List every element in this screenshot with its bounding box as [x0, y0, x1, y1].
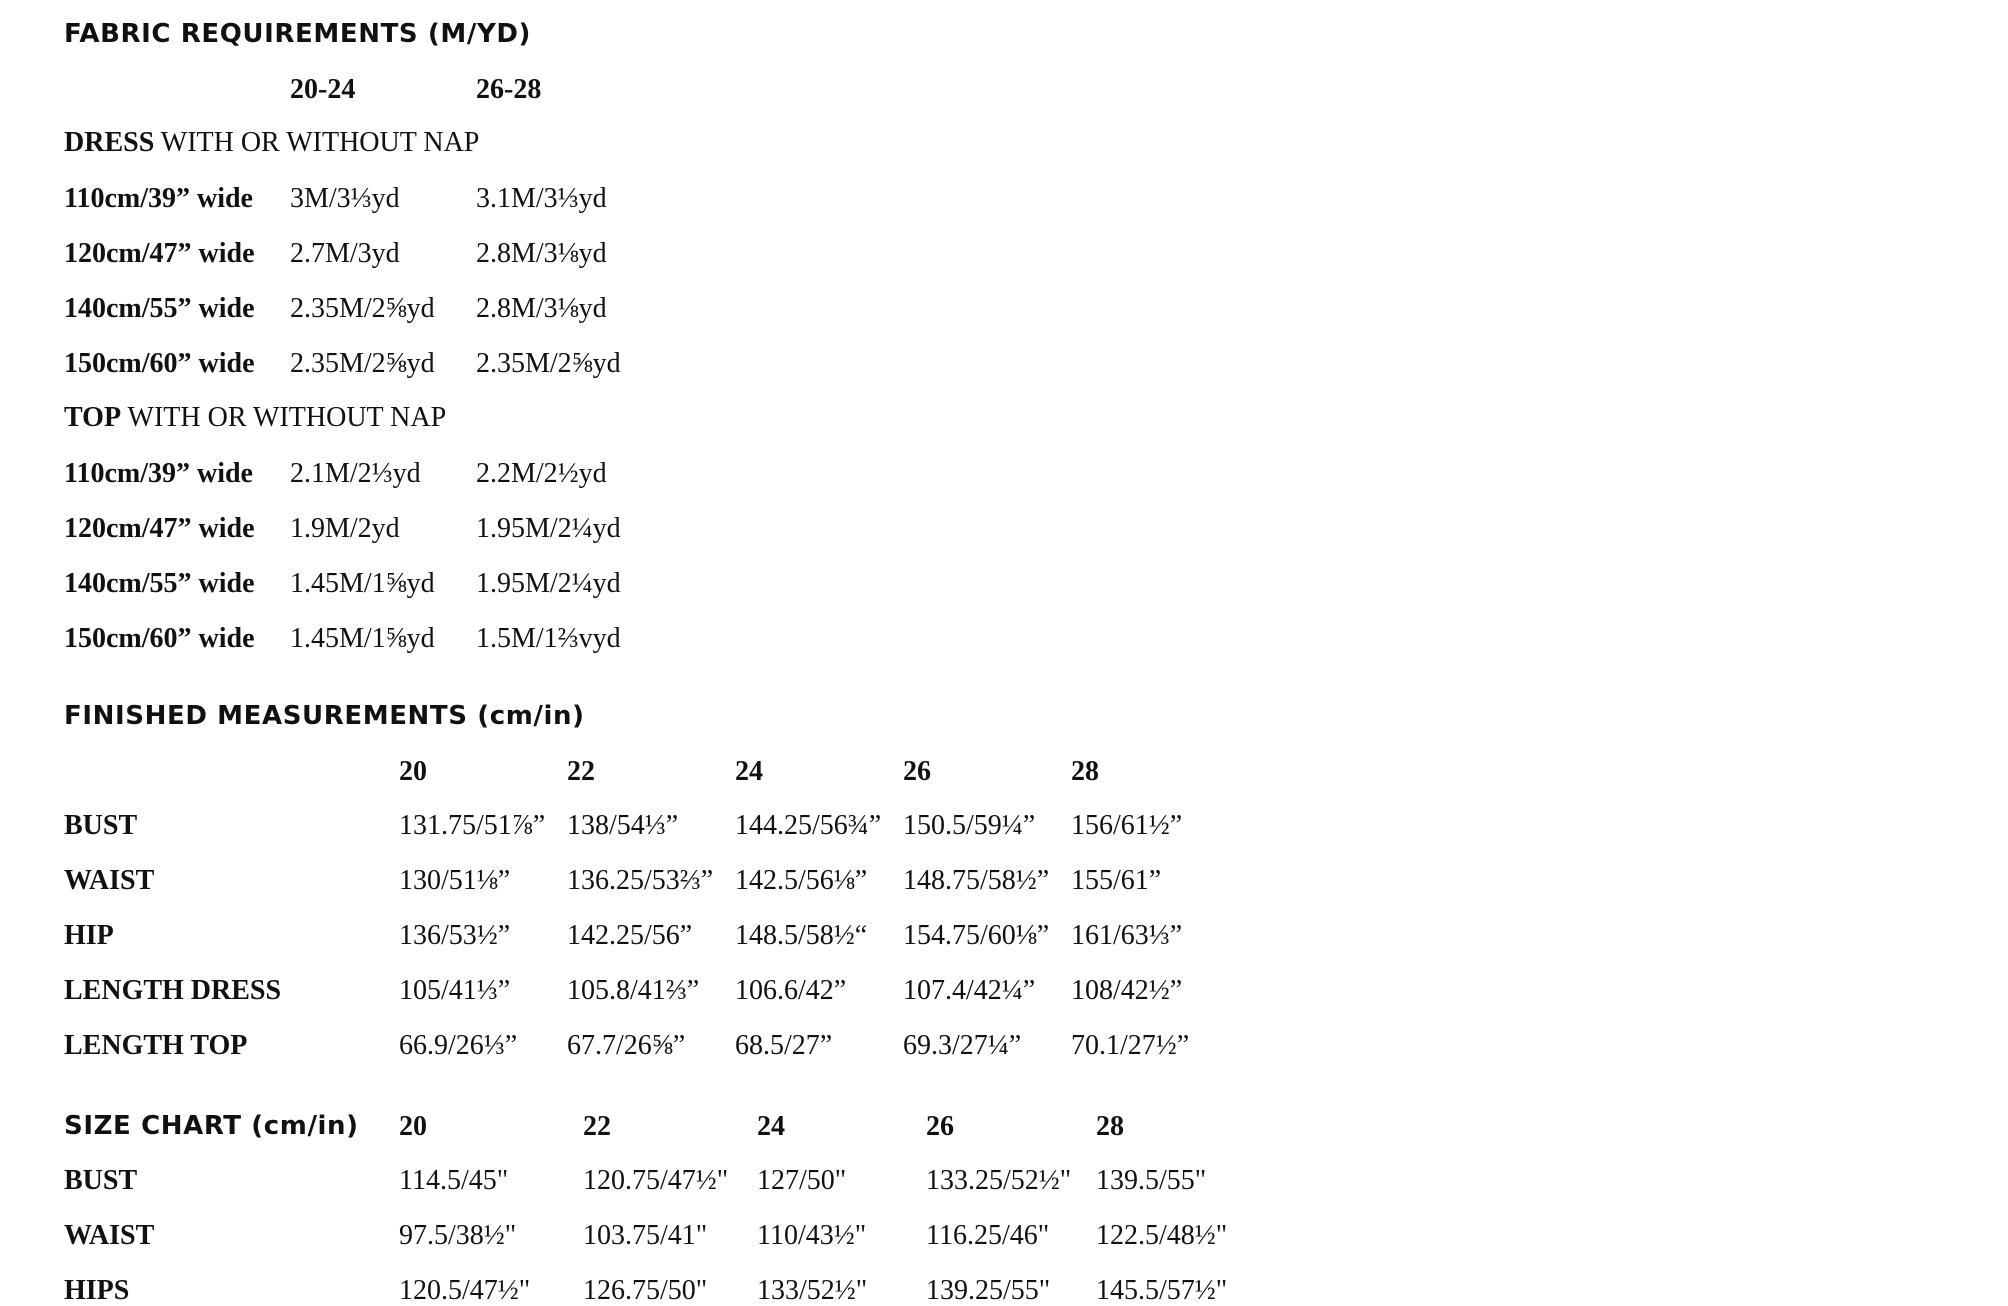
finished-cell: 142.25/56”: [567, 920, 693, 951]
size-chart-size-header: 24: [757, 1111, 785, 1142]
finished-cell: 161/63⅓”: [1071, 920, 1183, 951]
size-chart-cell: 114.5/45": [399, 1165, 509, 1196]
finished-row-label: HIP: [64, 920, 114, 951]
finished-cell: 142.5/56⅛”: [735, 865, 868, 896]
finished-row-label: LENGTH DRESS: [64, 975, 282, 1006]
size-chart-size-header: 28: [1096, 1111, 1124, 1142]
finished-cell: 106.6/42”: [735, 975, 847, 1006]
fabric-requirements-heading: FABRIC REQUIREMENTS (M/YD): [64, 19, 532, 49]
top-row-label: 140cm/55” wide: [64, 568, 255, 599]
finished-size-header: 28: [1071, 756, 1099, 787]
dress-row-label: 150cm/60” wide: [64, 348, 255, 379]
finished-cell: 69.3/27¼”: [903, 1030, 1022, 1061]
finished-cell: 67.7/26⅝”: [567, 1030, 686, 1061]
finished-cell: 136.25/53⅔”: [567, 865, 714, 896]
finished-size-header: 20: [399, 756, 427, 787]
dress-section-title: [64, 129, 479, 157]
top-title-bold: TOP: [64, 402, 122, 433]
size-chart-cell: 126.75/50": [583, 1275, 708, 1306]
dress-row-label: 120cm/47” wide: [64, 238, 255, 269]
finished-cell: 70.1/27½”: [1071, 1030, 1190, 1061]
size-chart-cell: 139.25/55": [926, 1275, 1051, 1306]
size-chart-cell: 145.5/57½": [1096, 1275, 1228, 1306]
dress-row-value-26-28: 2.8M/3⅛yd: [476, 293, 607, 324]
fabric-col-header-20-24: 20-24: [290, 74, 356, 105]
top-section-title: [64, 404, 446, 432]
dress-row-value-26-28: 2.35M/2⅝yd: [476, 348, 621, 379]
size-chart-cell: 133/52½": [757, 1275, 868, 1306]
dress-row-label: 140cm/55” wide: [64, 293, 255, 324]
size-chart-cell: 122.5/48½": [1096, 1220, 1228, 1251]
dress-row-value-20-24: 2.35M/2⅝yd: [290, 348, 435, 379]
dress-title-rest: WITH OR WITHOUT NAP: [154, 127, 480, 158]
dress-row-value-20-24: 3M/3⅓yd: [290, 183, 400, 214]
finished-row-label: WAIST: [64, 865, 155, 896]
size-chart-size-header: 22: [583, 1111, 611, 1142]
finished-cell: 156/61½”: [1071, 810, 1183, 841]
finished-cell: 144.25/56¾”: [735, 810, 882, 841]
finished-cell: 138/54⅓”: [567, 810, 679, 841]
dress-row-label: 110cm/39” wide: [64, 183, 253, 214]
finished-cell: 150.5/59¼”: [903, 810, 1036, 841]
finished-cell: 105/41⅓”: [399, 975, 511, 1006]
finished-row-label: BUST: [64, 810, 138, 841]
finished-size-header: 26: [903, 756, 931, 787]
dress-row-value-26-28: 3.1M/3⅓yd: [476, 183, 607, 214]
size-chart-cell: 133.25/52½": [926, 1165, 1072, 1196]
top-row-value-26-28: 2.2M/2½yd: [476, 458, 607, 489]
size-chart-row-label: BUST: [64, 1165, 138, 1196]
size-chart-cell: 120.75/47½": [583, 1165, 729, 1196]
finished-cell: 148.75/58½”: [903, 865, 1050, 896]
dress-row-value-20-24: 2.35M/2⅝yd: [290, 293, 435, 324]
size-chart-cell: 120.5/47½": [399, 1275, 531, 1306]
finished-cell: 66.9/26⅓”: [399, 1030, 518, 1061]
top-row-value-26-28: 1.95M/2¼yd: [476, 513, 621, 544]
top-row-value-20-24: 2.1M/2⅓yd: [290, 458, 421, 489]
dress-row-value-26-28: 2.8M/3⅛yd: [476, 238, 607, 269]
finished-cell: 107.4/42¼”: [903, 975, 1036, 1006]
finished-cell: 131.75/51⅞”: [399, 810, 546, 841]
top-row-value-20-24: 1.45M/1⅝yd: [290, 568, 435, 599]
finished-cell: 68.5/27”: [735, 1030, 833, 1061]
finished-cell: 155/61”: [1071, 865, 1162, 896]
top-row-label: 110cm/39” wide: [64, 458, 253, 489]
size-chart-size-header: 26: [926, 1111, 954, 1142]
dress-title-bold: DRESS: [64, 127, 155, 158]
finished-cell: 108/42½”: [1071, 975, 1183, 1006]
top-title-rest: WITH OR WITHOUT NAP: [121, 402, 447, 433]
size-chart-size-header: 20: [399, 1111, 427, 1142]
fabric-col-header-26-28: 26-28: [476, 74, 542, 105]
top-row-value-26-28: 1.95M/2¼yd: [476, 568, 621, 599]
finished-size-header: 22: [567, 756, 595, 787]
size-chart-cell: 97.5/38½": [399, 1220, 517, 1251]
size-chart-row-label: HIPS: [64, 1275, 130, 1306]
size-chart-cell: 127/50": [757, 1165, 847, 1196]
finished-cell: 105.8/41⅔”: [567, 975, 700, 1006]
top-row-value-20-24: 1.45M/1⅝yd: [290, 623, 435, 654]
top-row-value-20-24: 1.9M/2yd: [290, 513, 400, 544]
finished-cell: 154.75/60⅛”: [903, 920, 1050, 951]
size-chart-cell: 110/43½": [757, 1220, 867, 1251]
finished-cell: 148.5/58½“: [735, 920, 868, 951]
size-chart-cell: 116.25/46": [926, 1220, 1050, 1251]
size-chart-row-label: WAIST: [64, 1220, 155, 1251]
dress-row-value-20-24: 2.7M/3yd: [290, 238, 400, 269]
size-chart-cell: 139.5/55": [1096, 1165, 1207, 1196]
finished-cell: 136/53½”: [399, 920, 511, 951]
finished-row-label: LENGTH TOP: [64, 1030, 248, 1061]
finished-measurements-heading: FINISHED MEASUREMENTS (cm/in): [64, 701, 585, 731]
size-chart-cell: 103.75/41": [583, 1220, 708, 1251]
top-row-label: 150cm/60” wide: [64, 623, 255, 654]
finished-cell: 130/51⅛”: [399, 865, 511, 896]
top-row-label: 120cm/47” wide: [64, 513, 255, 544]
size-chart-heading: SIZE CHART (cm/in): [64, 1111, 359, 1141]
finished-size-header: 24: [735, 756, 763, 787]
top-row-value-26-28: 1.5M/1⅔vyd: [476, 623, 621, 654]
